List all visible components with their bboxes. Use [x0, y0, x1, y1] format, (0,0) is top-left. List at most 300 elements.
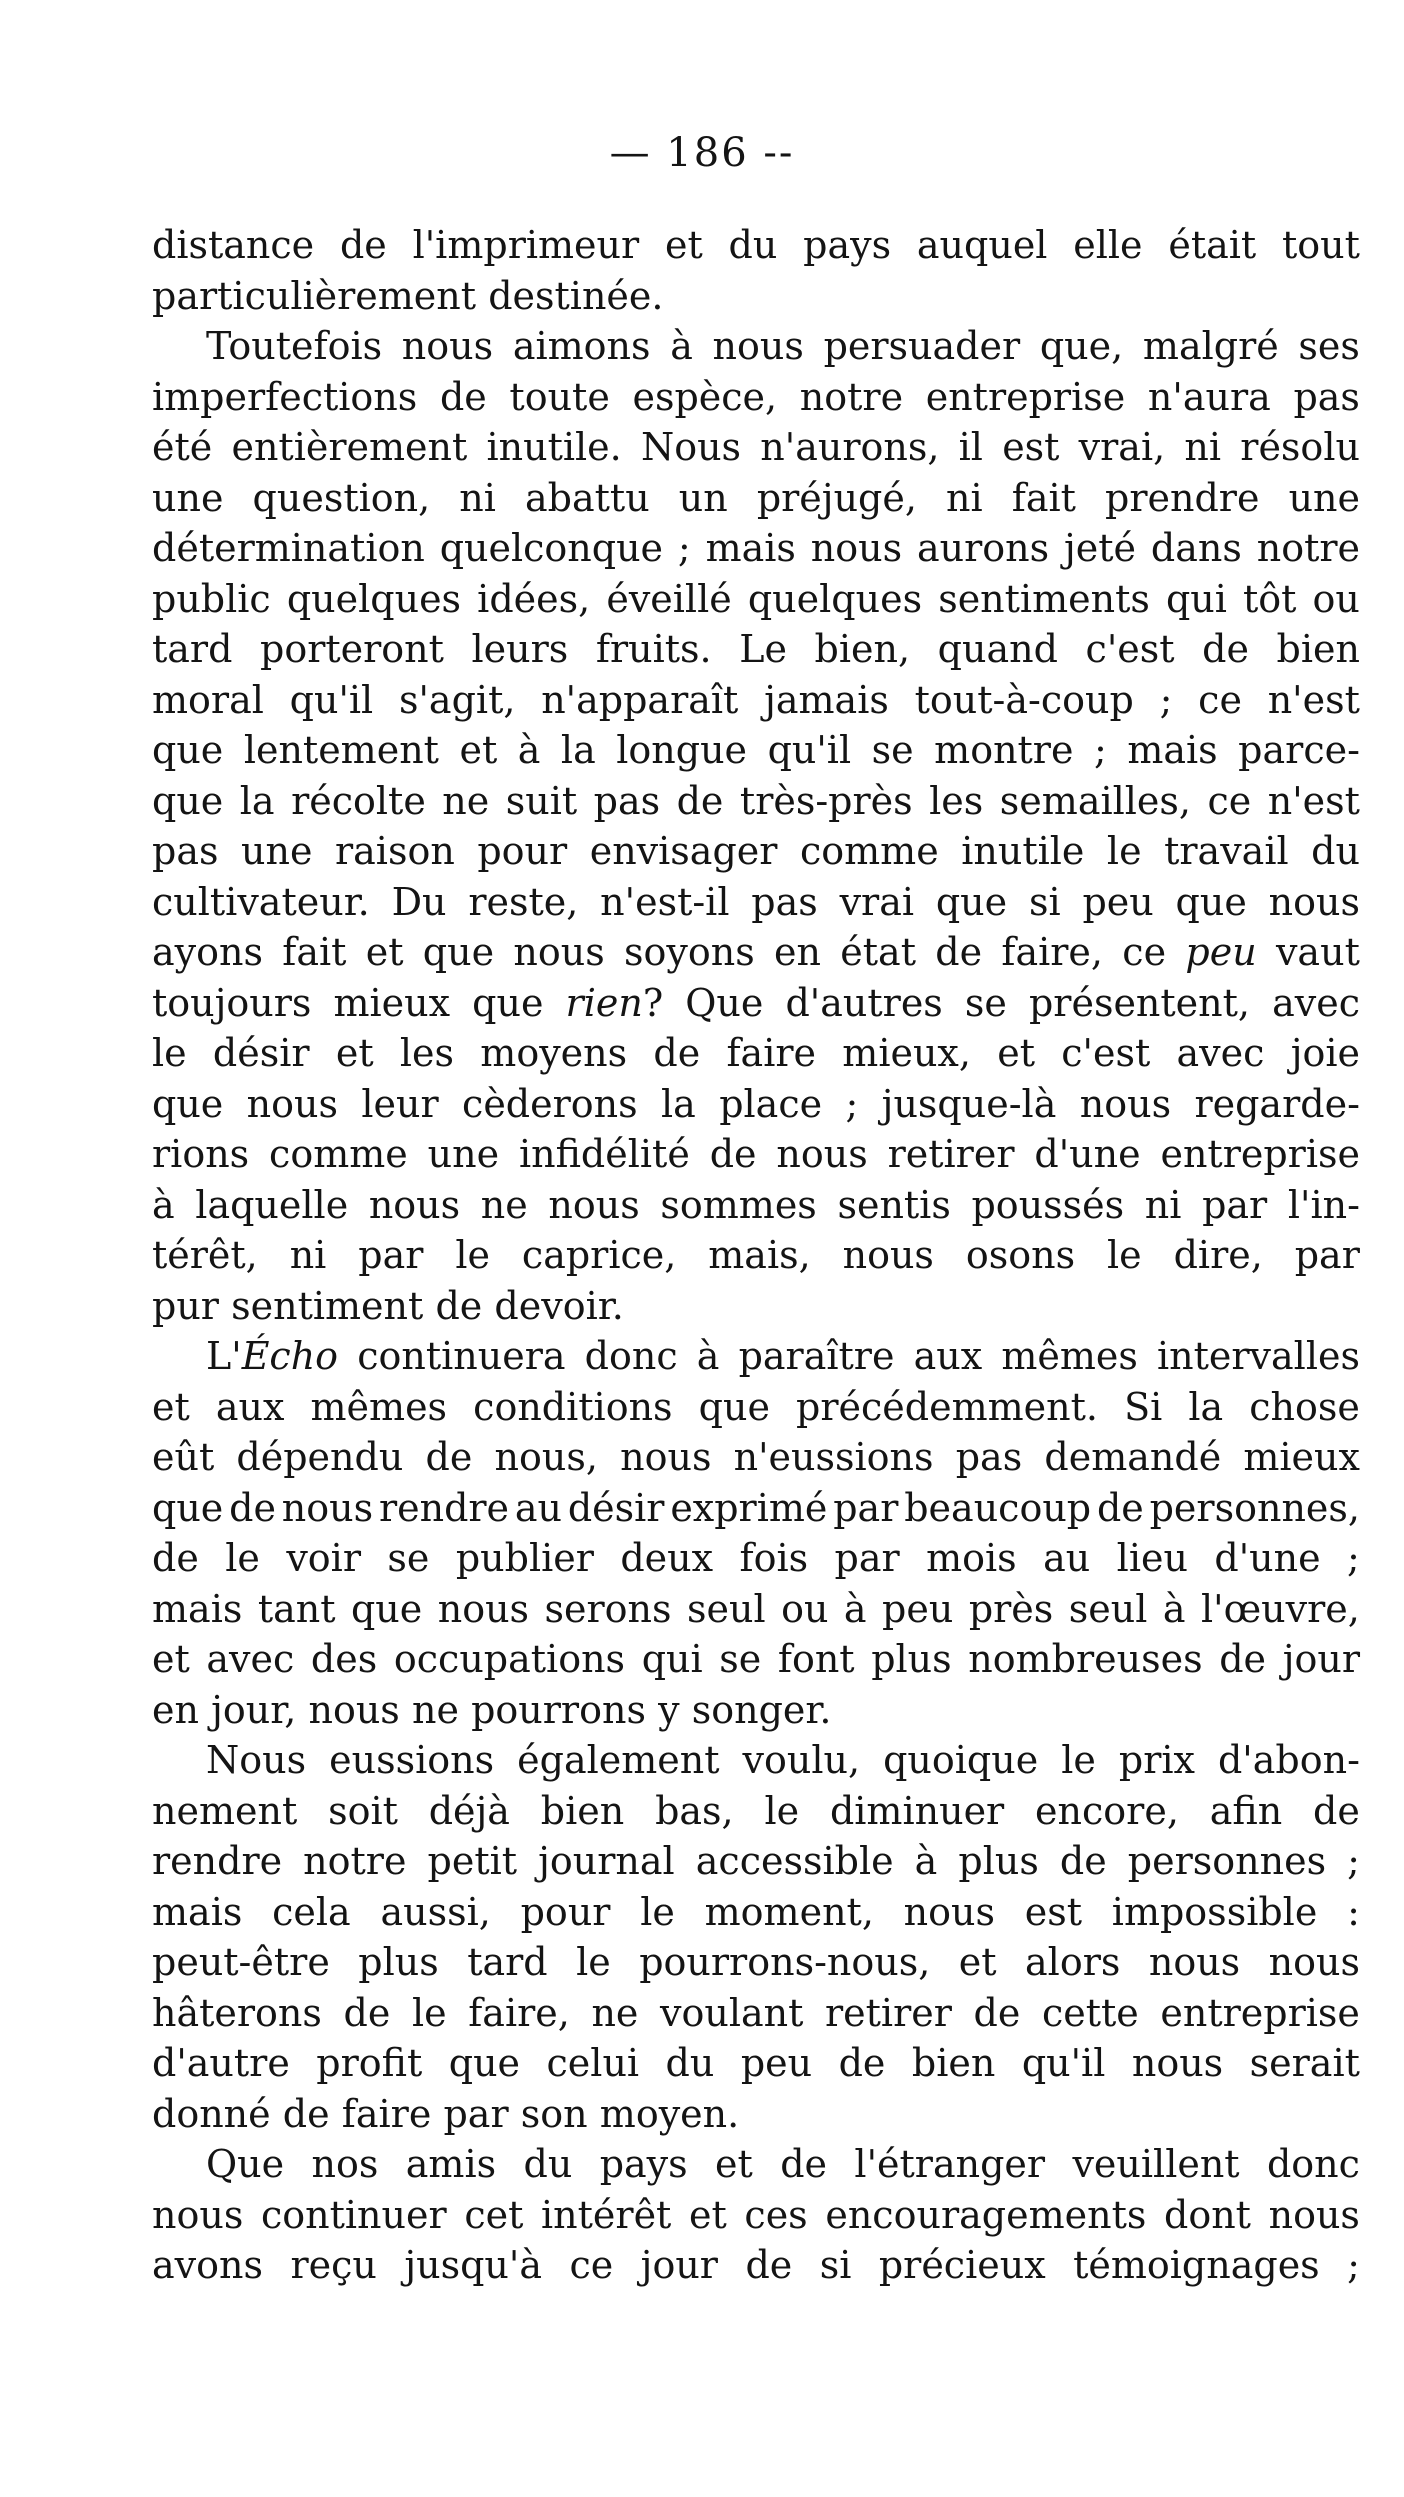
word: de [435, 1283, 483, 1328]
text-line [152, 1180, 1360, 1231]
word: ou [1312, 576, 1360, 621]
word: nous [776, 1132, 868, 1176]
word: de [439, 374, 487, 419]
word: continuera [357, 1334, 566, 1378]
text-line [152, 1786, 1360, 1837]
word: se [387, 1536, 430, 1580]
word: nous [513, 930, 605, 974]
word: mieux [333, 980, 451, 1025]
word: faire [726, 1031, 817, 1075]
word: parce- [1238, 728, 1360, 772]
word: jour [1282, 1637, 1360, 1681]
word: ; [845, 1081, 859, 1126]
word: notre [799, 374, 904, 419]
word: d'une [1034, 1132, 1141, 1176]
word: moyens [480, 1031, 628, 1075]
word: le [1061, 1738, 1096, 1782]
word: déjà [428, 1788, 510, 1833]
word: cultivateur. [152, 879, 370, 924]
word: impossible [1111, 1889, 1318, 1934]
word: avec [206, 1637, 295, 1681]
word: pourrons [471, 1687, 646, 1732]
word: témoignages [1073, 2243, 1320, 2287]
word: ses [1298, 324, 1360, 368]
word: que [152, 778, 224, 823]
word: notre [1256, 526, 1360, 570]
page-number: — 186 -- [609, 130, 795, 176]
word: n'est [1267, 677, 1360, 722]
text-line [152, 877, 1360, 928]
word: avons [152, 2243, 263, 2287]
word: n'est [1267, 778, 1360, 823]
word: pour [520, 1889, 611, 1934]
word: nous [903, 1889, 995, 1934]
word: le [764, 1788, 800, 1833]
word: aux [913, 1334, 983, 1378]
text-line [152, 1634, 1360, 1685]
word: et [715, 2142, 753, 2186]
word: en [774, 930, 821, 974]
word: eût [152, 1435, 215, 1479]
word: tant [257, 1586, 336, 1631]
word: reçu [290, 2243, 377, 2287]
word: le [640, 1889, 675, 1934]
word: éveillé [606, 576, 732, 621]
word: laquelle [195, 1182, 349, 1227]
word: c'est [1085, 627, 1175, 671]
word: une [152, 475, 224, 520]
word: de [425, 1435, 473, 1479]
word: une [427, 1132, 500, 1176]
word: de [1313, 1788, 1360, 1833]
word: cèderons [462, 1081, 638, 1126]
word: de [1059, 1839, 1107, 1883]
text-line [152, 422, 1360, 473]
word: est [1024, 1889, 1083, 1934]
word: que [698, 1384, 770, 1429]
word: nous [548, 1182, 640, 1227]
word: ; [1159, 677, 1173, 722]
word: pays [599, 2142, 688, 2186]
word: n'eussions [733, 1435, 934, 1479]
text-line [152, 1331, 1360, 1382]
word: leur [361, 1081, 439, 1126]
word: notre [303, 1839, 407, 1883]
word: également [517, 1738, 720, 1782]
word: désir [567, 1485, 665, 1530]
word: sentis [837, 1182, 951, 1227]
word: au [1043, 1536, 1091, 1580]
text-line [152, 2139, 1360, 2190]
word: fait [282, 930, 347, 974]
word: semailles, [999, 778, 1192, 823]
word: si [1028, 879, 1061, 924]
word: font [777, 1637, 855, 1681]
word: aurons [916, 526, 1050, 570]
word: devoir. [494, 1283, 624, 1328]
word: que [152, 728, 224, 772]
word: nous [401, 324, 494, 368]
word: Toutefois [206, 324, 383, 368]
word: qui [1165, 576, 1227, 621]
text-line [152, 372, 1360, 423]
word: se [719, 1637, 762, 1681]
text-line [152, 1988, 1360, 2039]
word: le [225, 1536, 260, 1580]
word: conditions [473, 1384, 673, 1429]
word: lieu [1116, 1536, 1188, 1580]
word: et [152, 1384, 190, 1429]
word: intérêt [541, 2192, 672, 2237]
word: résolu [1240, 425, 1360, 469]
word: d'une [1214, 1536, 1321, 1580]
word: le [411, 1990, 447, 2035]
text-line [152, 1028, 1360, 1079]
word: public [152, 576, 271, 621]
word: les [399, 1031, 455, 1075]
word: osons [965, 1233, 1076, 1277]
word: mais [1127, 728, 1218, 772]
word: et [664, 223, 703, 267]
word: peu [882, 1586, 954, 1631]
word: personnes [1127, 1839, 1327, 1883]
word: elle [1073, 223, 1143, 267]
word: quelques [286, 576, 462, 621]
text-line [152, 927, 1360, 978]
word: désir [212, 1031, 310, 1075]
word: demandé [1044, 1435, 1222, 1479]
word: beaucoup [904, 1485, 1092, 1530]
text-line [152, 725, 1360, 776]
word: le [152, 1031, 187, 1075]
word: y [658, 1687, 680, 1732]
text-line [152, 978, 1360, 1029]
word: entreprise [1160, 1132, 1360, 1176]
word: de [709, 1132, 757, 1176]
word: abattu [525, 475, 650, 520]
word: si [819, 2243, 852, 2287]
word: donc [584, 1334, 678, 1378]
word: de [343, 1990, 391, 2035]
word: fois [739, 1536, 809, 1580]
word: cet [464, 2192, 524, 2237]
word: Si [1124, 1384, 1163, 1429]
word: dépendu [236, 1435, 404, 1479]
word: et [459, 728, 498, 772]
word: porteront [260, 627, 444, 671]
word: seul [1068, 1586, 1148, 1631]
word: le [576, 1940, 611, 1984]
word: raison [334, 829, 455, 873]
word: et [688, 2192, 727, 2237]
word: de [1219, 1637, 1267, 1681]
word: à [696, 1334, 720, 1378]
word: faire [341, 2091, 432, 2136]
word: pas [751, 879, 818, 924]
text-line [152, 1836, 1360, 1887]
word: par [834, 1536, 900, 1580]
word: de [745, 2243, 793, 2287]
word: Le [739, 627, 787, 671]
word: à [670, 324, 693, 368]
word: rendre [378, 1485, 510, 1530]
word: idées, [477, 576, 591, 621]
word: une [1288, 475, 1360, 520]
text-line [152, 2038, 1360, 2089]
word: donc [1266, 2142, 1360, 2186]
word: peut-être [152, 1940, 330, 1984]
word: près [968, 1586, 1054, 1631]
word: prendre [1105, 475, 1260, 520]
word: était [1168, 223, 1257, 267]
word: de [1096, 1485, 1144, 1530]
word: de [973, 1990, 1021, 2035]
word: été [152, 425, 213, 469]
word: journal [538, 1839, 675, 1883]
word: faire, [1001, 930, 1103, 974]
word: ; [1093, 728, 1107, 772]
word: que [152, 1485, 224, 1530]
word: un [678, 475, 728, 520]
word: l'imprimeur [412, 223, 640, 267]
word: que [1175, 879, 1247, 924]
word: ce [1207, 778, 1252, 823]
word: serons [544, 1586, 672, 1631]
word: joie [1290, 1031, 1360, 1075]
text-line [152, 271, 1360, 322]
text-line [152, 2240, 1360, 2291]
word: Nous [640, 425, 742, 469]
word: particulièrement [152, 273, 477, 318]
word: quelconque [439, 526, 664, 570]
word: entreprise [1160, 1990, 1360, 2035]
word: du [1311, 829, 1360, 873]
word: jusque-là [881, 1081, 1057, 1126]
word: fait [1011, 475, 1076, 520]
word: vrai, [1078, 425, 1166, 469]
word: précieux [878, 2243, 1046, 2287]
word: tard [467, 1940, 548, 1984]
word: aussi, [380, 1889, 491, 1934]
word: amis [405, 2142, 497, 2186]
word: nous [368, 1182, 461, 1227]
word: jusqu'à [404, 2243, 542, 2287]
word: voulu, [742, 1738, 861, 1782]
word: par [833, 1485, 899, 1530]
text-line [152, 1382, 1360, 1433]
text-line [152, 1533, 1360, 1584]
word: de [1202, 627, 1249, 671]
word: à [517, 728, 541, 772]
word: profit [316, 2041, 423, 2085]
word: en [152, 1687, 199, 1732]
word: de [152, 1536, 199, 1580]
text-line [152, 1129, 1360, 1180]
word: reste, [468, 879, 579, 924]
word: bien, [814, 627, 911, 671]
word: l'in- [1287, 1182, 1360, 1227]
word: cette [1041, 1990, 1139, 2035]
word: de [653, 1031, 701, 1075]
text-line [152, 523, 1360, 574]
word: que, [1039, 324, 1124, 368]
word: mais [152, 1889, 243, 1934]
word: moyen. [599, 2091, 740, 2136]
word: Que [206, 2142, 285, 2186]
text-line [152, 776, 1360, 827]
text-line [152, 675, 1360, 726]
text-line [152, 220, 1360, 271]
word: bien [911, 2041, 996, 2085]
word: ; [677, 526, 691, 570]
word: n'est-il [600, 879, 730, 924]
word: Du [391, 879, 447, 924]
word: accessible [695, 1839, 894, 1883]
word: de [935, 930, 983, 974]
word: tout [1282, 223, 1360, 267]
text-line [152, 1937, 1360, 1988]
word: ce [1198, 677, 1242, 722]
word: de [676, 778, 724, 823]
word: mais, [708, 1233, 811, 1277]
word: ce [569, 2243, 614, 2287]
word: ou [781, 1586, 829, 1631]
word: Nous [206, 1738, 307, 1782]
word: de [780, 2142, 828, 2186]
word: moral [152, 677, 264, 722]
word: très-près [739, 778, 913, 823]
word: ces [744, 2192, 808, 2237]
word: nous [620, 1435, 712, 1479]
word: retirer [887, 1132, 1015, 1176]
word: ce [1122, 930, 1167, 974]
word: encouragements [825, 2192, 1147, 2237]
word: inutile. [486, 425, 622, 469]
word: que [448, 2041, 521, 2085]
text-line [152, 473, 1360, 524]
text-line [152, 1079, 1360, 1130]
word: serait [1249, 2041, 1360, 2085]
word: entièrement [231, 425, 468, 469]
word: hâterons [152, 1990, 322, 2035]
word: cela [272, 1889, 351, 1934]
word: nous [1079, 1081, 1172, 1126]
word: voulant [660, 1990, 804, 2035]
word: se [871, 728, 914, 772]
word: distance [152, 223, 315, 267]
word: pas [1293, 374, 1360, 419]
word: présentent, [1028, 980, 1250, 1025]
word: que [422, 930, 495, 974]
text-line [152, 1432, 1360, 1483]
word: publier [455, 1536, 594, 1580]
word: peu [1082, 879, 1154, 924]
word: qu'il [767, 728, 852, 772]
word: de [282, 2091, 330, 2136]
word: nous [712, 324, 804, 368]
word: espèce, [632, 374, 778, 419]
word: tôt [1243, 576, 1297, 621]
word: veuillent [1072, 2142, 1240, 2186]
word: dont [1164, 2192, 1251, 2237]
word: dire, [1173, 1233, 1263, 1277]
word: question, [252, 475, 431, 520]
word: soit [328, 1788, 398, 1833]
word: jour [640, 2243, 718, 2287]
word: continuer [260, 2192, 447, 2237]
text-line [152, 2190, 1360, 2241]
word: c'est [1061, 1031, 1151, 1075]
word: le [455, 1233, 490, 1277]
word: rendre [152, 1839, 283, 1883]
word: mais [152, 1586, 243, 1631]
word: rien? [565, 980, 664, 1025]
word: est [1002, 425, 1060, 469]
word: que [472, 980, 544, 1025]
text-line [152, 1887, 1360, 1938]
word: ayons [152, 930, 263, 974]
word: peu [1185, 930, 1257, 974]
word: nous [437, 1586, 530, 1631]
word: exprimé [670, 1485, 828, 1530]
word: plus [958, 1839, 1039, 1883]
word: le [1107, 1233, 1142, 1277]
word: ne [591, 1990, 639, 2035]
word: nous [1268, 879, 1360, 924]
word: petit [427, 1839, 518, 1883]
word: sentiments [938, 576, 1150, 621]
word: bien [1276, 627, 1360, 671]
word: d'autres [785, 980, 943, 1025]
word: celui [546, 2041, 640, 2085]
word: nous [281, 1485, 374, 1530]
word: longue [616, 728, 748, 772]
word: bien [540, 1788, 625, 1833]
word: l'œuvre, [1200, 1586, 1360, 1631]
word: pourrons-nous, [639, 1940, 931, 1984]
word: qu'il [1021, 2041, 1106, 2085]
word: nement [152, 1788, 298, 1833]
word: nous [842, 1233, 934, 1277]
word: ; [1347, 1839, 1360, 1883]
word: des [310, 1637, 378, 1681]
word: avec [1272, 980, 1360, 1025]
word: eussions [329, 1738, 495, 1782]
word: de [229, 1485, 276, 1530]
text-line [152, 574, 1360, 625]
word: vaut [1275, 930, 1360, 974]
word: sentiment [231, 1283, 424, 1328]
word: pas [593, 778, 661, 823]
word: ; [1347, 2243, 1360, 2287]
word: vrai [839, 879, 915, 924]
word: pur [152, 1283, 219, 1328]
word: et [152, 1637, 190, 1681]
word: toujours [152, 980, 312, 1025]
word: auquel [916, 223, 1048, 267]
word: quand [937, 627, 1058, 671]
word: du [728, 223, 778, 267]
word: nous [152, 2192, 244, 2237]
word: soyons [624, 930, 755, 974]
word: quoique [883, 1738, 1039, 1782]
word: de [339, 223, 387, 267]
word: la [560, 728, 596, 772]
text-line [152, 321, 1360, 372]
word: deux [620, 1536, 714, 1580]
word: son [520, 2091, 588, 2136]
word: récolte [291, 778, 426, 823]
